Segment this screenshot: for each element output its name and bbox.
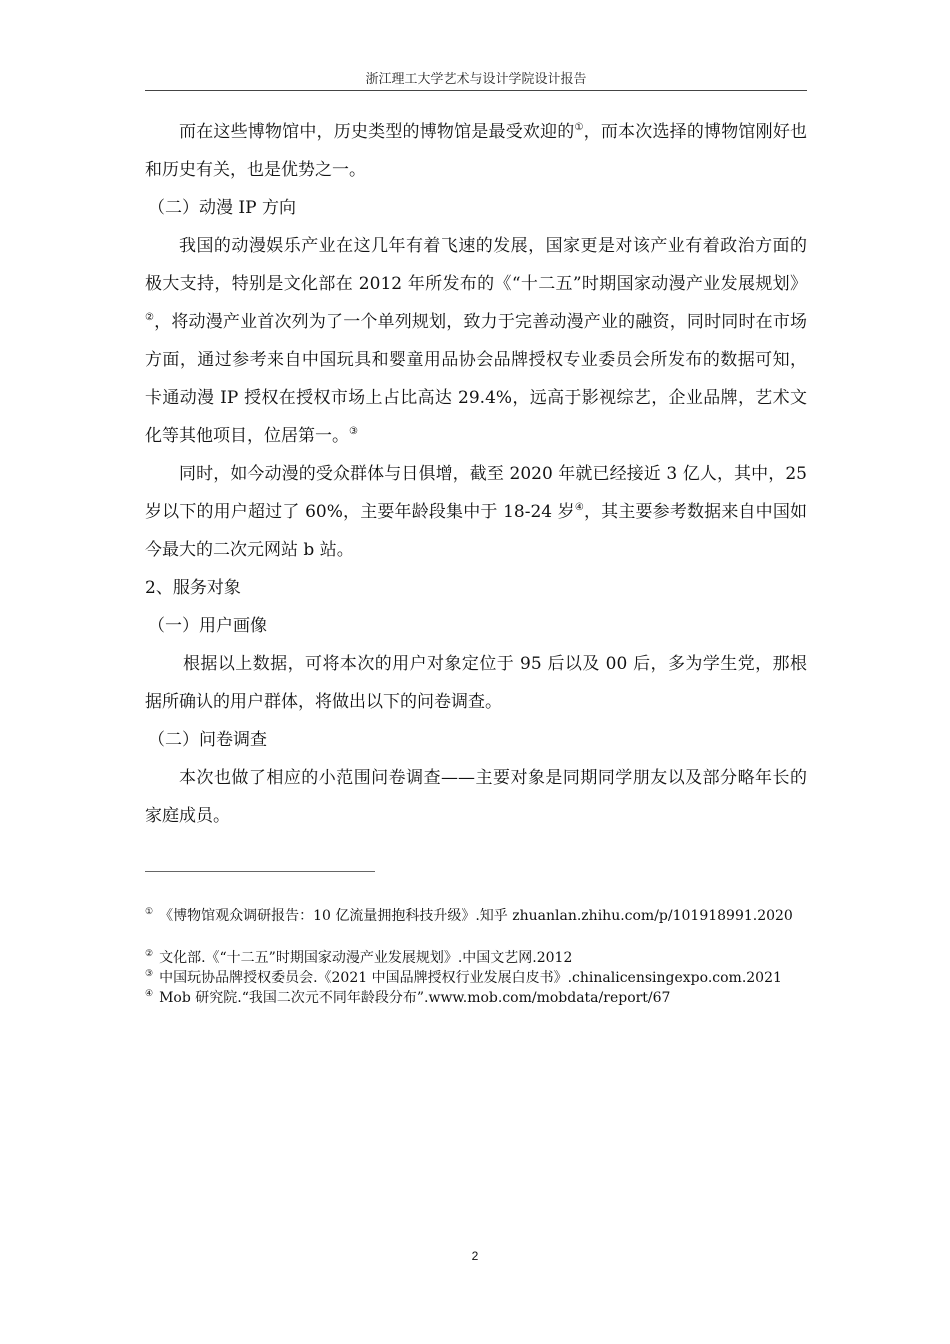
footnote-3 [145, 968, 807, 988]
footnote-1 [145, 904, 807, 928]
section-heading-anime-ip: （二）动漫 IP 方向 [148, 198, 296, 218]
footnote-text: 中国玩协品牌授权委员会.《2021 中国品牌授权行业发展白皮书》.chinalicensingexpo.com.2021 [159, 970, 782, 986]
footnote-text: 《博物馆观众调研报告：10 亿流量拥抱科技升级》.知乎 zhuanlan.zhihu.com/p/101918991.2020 [159, 908, 793, 924]
section-heading-service-target: 2、服务对象 [145, 578, 241, 598]
footnote-mark: ① [145, 907, 154, 917]
footnote-mark: ③ [145, 969, 154, 979]
footnote-mark: ④ [145, 989, 154, 999]
footnote-ref-3[interactable]: ③ [349, 426, 358, 437]
footnote-divider [145, 871, 375, 872]
paragraph-text: ，而本次选择的博物馆刚好也和历史有关，也是优势之一。 [145, 122, 808, 180]
paragraph-user-persona: 根据以上数据，可将本次的用户对象定位于 95 后以及 00 后，多为学生党，那根据所确认的用户群体，将做出以下的问卷调查。 [145, 654, 807, 712]
report-body [145, 113, 807, 835]
footnote-mark: ② [145, 949, 154, 959]
paragraph-survey: 本次也做了相应的小范围问卷调查——主要对象是同期同学朋友以及部分略年长的家庭成员。 [145, 768, 807, 826]
footnote-text: Mob 研究院.“我国二次元不同年龄段分布”.www.mob.com/mobdata/report/67 [159, 990, 671, 1006]
header-divider [145, 90, 807, 91]
footnote-4 [145, 988, 807, 1008]
paragraph-text: 而在这些博物馆中，历史类型的博物馆是最受欢迎的 [179, 122, 575, 142]
page-header: 浙江理工大学艺术与设计学院设计报告 [365, 72, 587, 87]
footnote-ref-2[interactable]: ② [145, 312, 155, 323]
section-heading-user-persona: （一）用户画像 [148, 616, 267, 636]
footnote-text: 文化部.《“十二五”时期国家动漫产业发展规划》.中国文艺网.2012 [159, 950, 573, 966]
paragraph-text: 同时，如今动漫的受众群体与日俱增，截至 2020 年就已经接近 3 亿人，其中，25 岁以下的用户超过了 60%，主要年龄段集中于 18-24 岁 [145, 464, 807, 522]
footnote-ref-4[interactable]: ④ [574, 502, 584, 513]
paragraph-museum-history [145, 113, 807, 189]
page-number: 2 [471, 1249, 479, 1263]
footnote-ref-1[interactable]: ① [574, 122, 584, 133]
paragraph-anime-industry [145, 227, 807, 455]
paragraph-text: 我国的动漫娱乐产业在这几年有着飞速的发展，国家更是对该产业有着政治方面的极大支持，特别是文化部在 2012 年所发布的《“十二五”时期国家动漫产业发展规划》 [145, 236, 807, 294]
paragraph-text: ，将动漫产业首次列为了一个单列规划，致力于完善动漫产业的融资，同时同时在市场方面，通过参考来自中国玩具和婴童用品协会品牌授权专业委员会所发布的数据可知，卡通动漫 IP 授权在授权市场上占比高达 29.4%，远高于影视综艺，企业品牌，艺术文化等其他项目，位居第一。 [145, 312, 808, 446]
paragraph-anime-audience [145, 455, 807, 569]
paragraph-text: ，其主要参考数据来自中国如今最大的二次元网站 b 站。 [145, 502, 808, 560]
footnote-2 [145, 948, 807, 968]
footnotes [145, 904, 807, 1008]
section-heading-survey: （二）问卷调查 [148, 730, 267, 750]
